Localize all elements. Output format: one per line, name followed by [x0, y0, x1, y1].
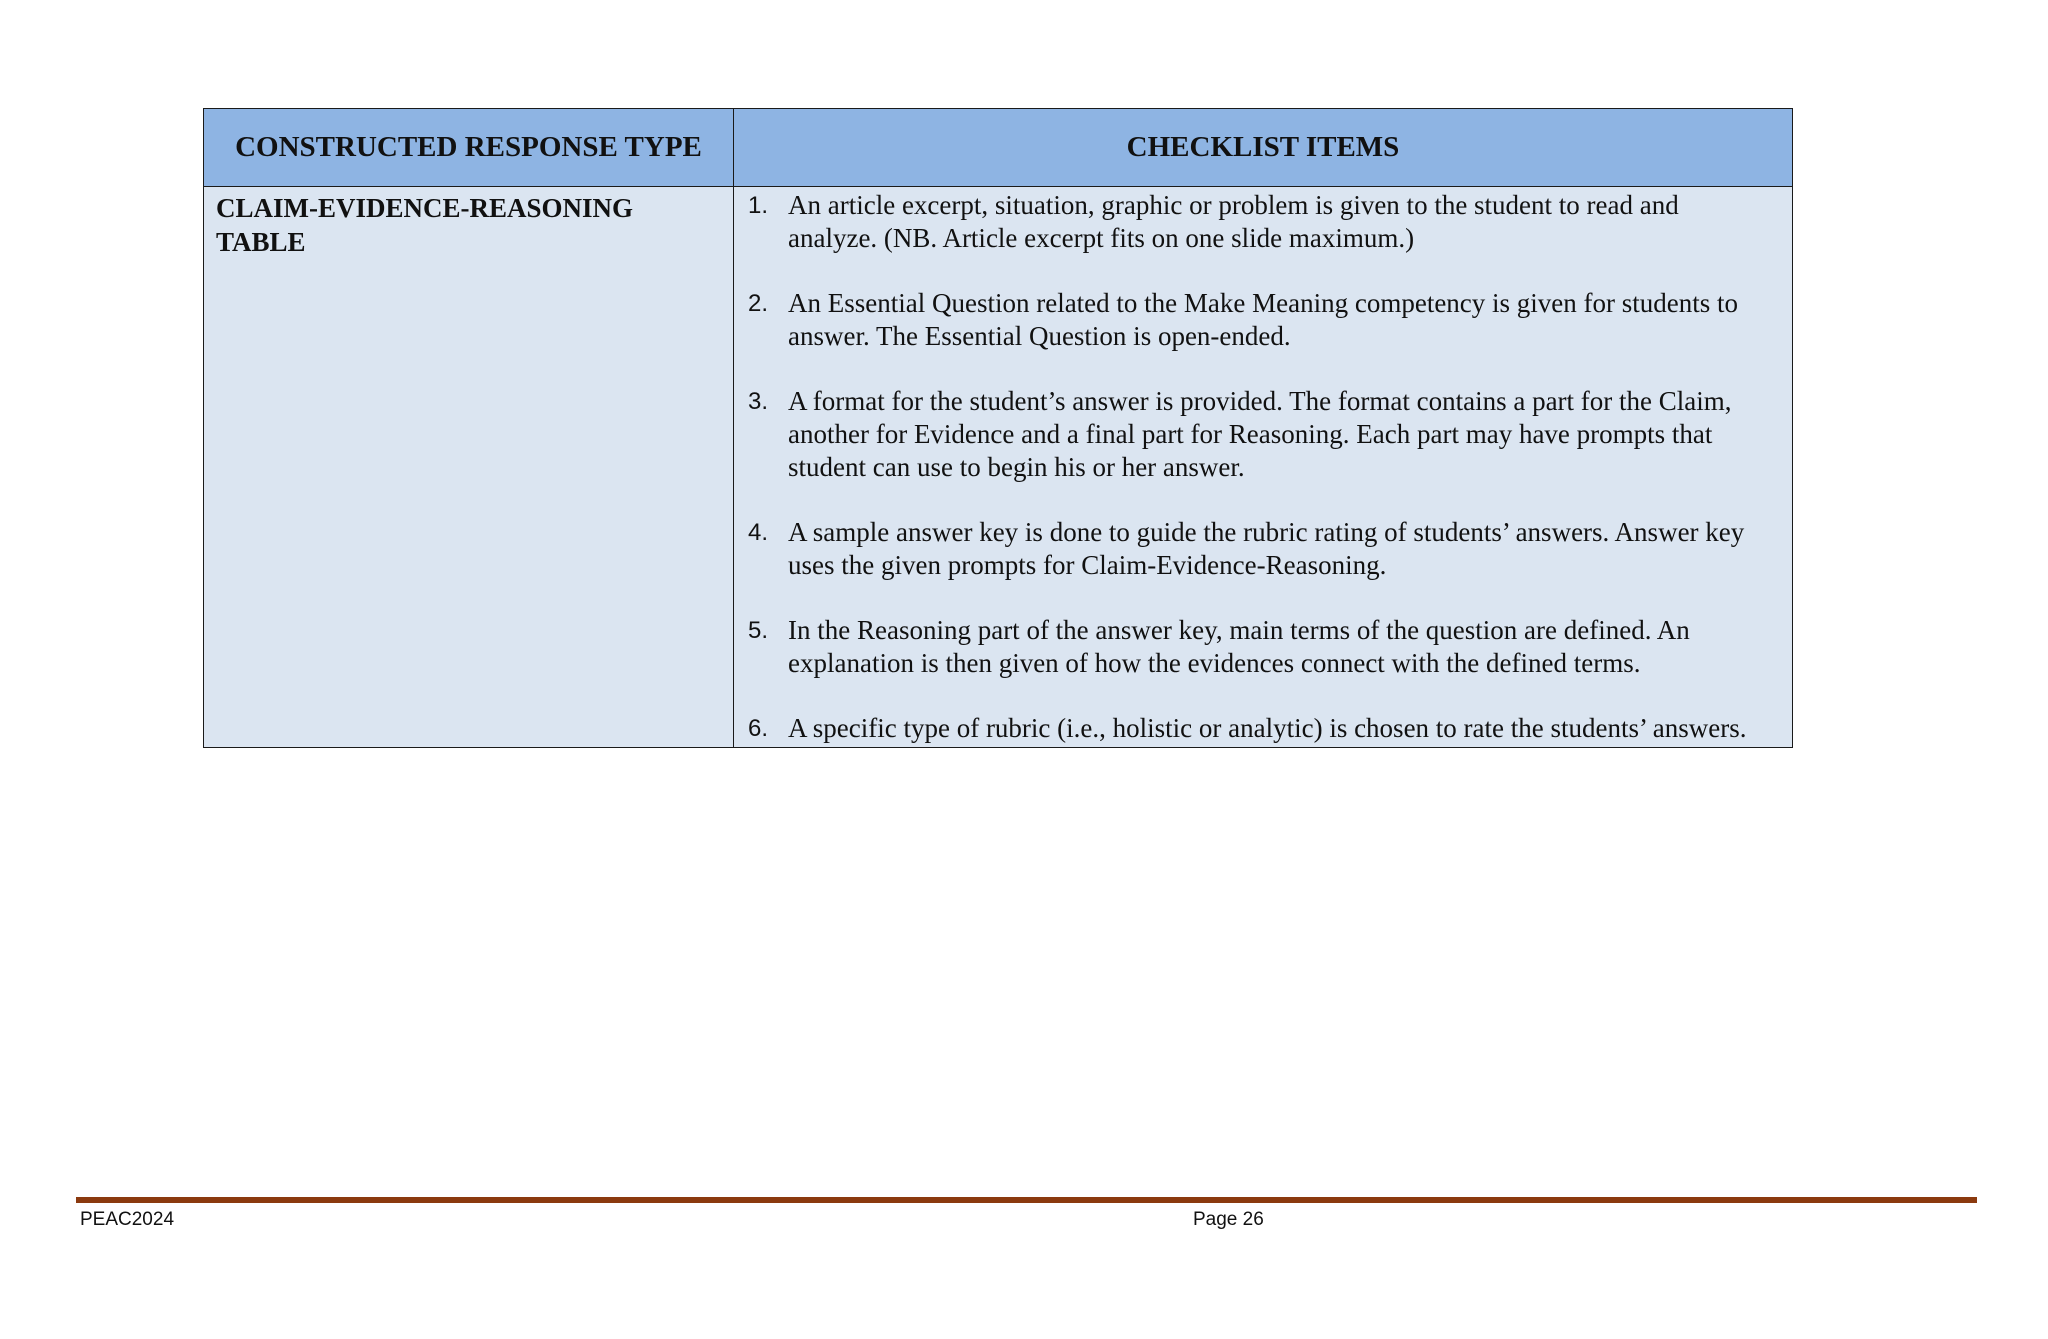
table-row	[204, 187, 1793, 748]
checklist-item	[748, 712, 1772, 745]
header-constructed-response-type: CONSTRUCTED RESPONSE TYPE	[204, 109, 734, 187]
item-number: 2.	[748, 290, 769, 317]
item-text: A sample answer key is done to guide the rubric rating of students’ answers. Answer key uses the given prompts for Claim-Evidence-Reasoning.	[788, 517, 1745, 580]
item-number: 3.	[748, 388, 769, 415]
checklist-cell	[734, 187, 1793, 748]
footer-page-number: Page 26	[1193, 1209, 1264, 1230]
item-number: 1.	[748, 192, 769, 219]
checklist-table	[203, 108, 1793, 748]
item-text: A format for the student’s answer is provided. The format contains a part for the Claim, another for Evidence and a final part for Reasoning. Each part may have prompts that student can use to begin his or her answer.	[788, 386, 1732, 482]
footer-divider	[76, 1197, 1977, 1203]
checklist-item	[748, 614, 1772, 680]
footer-document-code: PEAC2024	[80, 1209, 175, 1230]
table-header-row	[204, 109, 1793, 187]
item-text: A specific type of rubric (i.e., holistic or analytic) is chosen to rate the students’ answers.	[788, 713, 1747, 743]
checklist-list	[734, 187, 1792, 747]
item-number: 4.	[748, 519, 769, 546]
item-number: 6.	[748, 715, 769, 742]
item-text: An Essential Question related to the Make Meaning competency is given for students to answer. The Essential Question is open-ended.	[788, 288, 1739, 351]
checklist-item	[748, 516, 1772, 582]
header-checklist-items: CHECKLIST ITEMS	[734, 109, 1793, 187]
checklist-item	[748, 189, 1772, 255]
checklist-item	[748, 385, 1772, 484]
item-text: In the Reasoning part of the answer key, main terms of the question are defined. An explanation is then given of how the evidences connect with the defined terms.	[788, 615, 1690, 678]
item-text: An article excerpt, situation, graphic or problem is given to the student to read and analyze. (NB. Article excerpt fits on one slide maximum.)	[788, 190, 1679, 253]
response-type-cell: CLAIM-EVIDENCE-REASONING TABLE	[204, 187, 734, 748]
item-number: 5.	[748, 617, 769, 644]
checklist-item	[748, 287, 1772, 353]
